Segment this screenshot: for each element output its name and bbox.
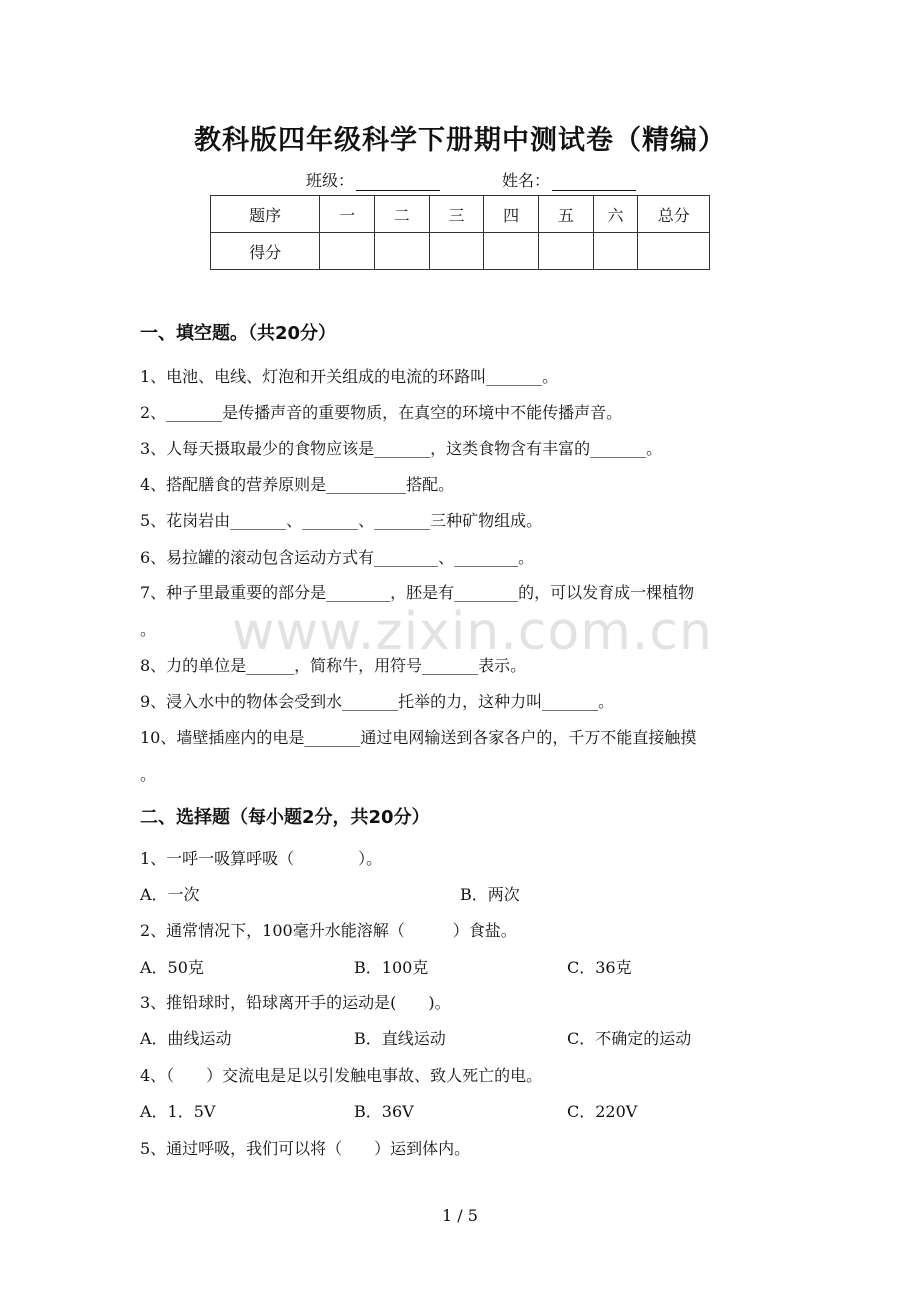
page-number: 1 / 5 bbox=[442, 1206, 478, 1225]
fill-question: 5、花岗岩由_______、_______、_______三种矿物组成。 bbox=[140, 511, 543, 530]
score-header-cell: 总分 bbox=[638, 196, 710, 233]
score-header-cell: 一 bbox=[320, 196, 375, 233]
score-cell bbox=[429, 233, 484, 270]
name-blank bbox=[552, 174, 636, 191]
score-table bbox=[210, 195, 710, 270]
choice-question: 5、通过呼吸，我们可以将（ ）运到体内。 bbox=[140, 1139, 471, 1158]
choice-option: B．直线运动 bbox=[354, 1029, 446, 1048]
exam-title: 教科版四年级科学下册期中测试卷（精编） bbox=[194, 125, 726, 156]
section2-heading: 二、选择题（每小题2分，共20分） bbox=[140, 807, 430, 828]
fill-question: 2、_______是传播声音的重要物质，在真空的环境中不能传播声音。 bbox=[140, 403, 623, 422]
score-header-cell: 六 bbox=[593, 196, 638, 233]
class-label: 班级： bbox=[306, 171, 355, 190]
score-cell bbox=[593, 233, 638, 270]
score-header-cell: 四 bbox=[484, 196, 539, 233]
fill-question-continuation: 。 bbox=[140, 765, 157, 784]
choice-question: 1、一呼一吸算呼吸（ ）。 bbox=[140, 849, 383, 868]
score-cell bbox=[538, 233, 593, 270]
class-blank bbox=[356, 174, 440, 191]
choice-option: C．36克 bbox=[567, 958, 632, 977]
choice-option: B．两次 bbox=[460, 885, 520, 904]
choice-option: B．100克 bbox=[354, 958, 429, 977]
watermark: www.zixin.com.cn bbox=[232, 602, 713, 662]
score-header-cell: 题序 bbox=[211, 196, 320, 233]
score-cell bbox=[484, 233, 539, 270]
score-table-score-row bbox=[211, 233, 710, 270]
score-row-label: 得分 bbox=[211, 233, 320, 270]
fill-question: 4、搭配膳食的营养原则是__________搭配。 bbox=[140, 475, 455, 494]
section1-heading: 一、填空题。（共20分） bbox=[140, 323, 337, 344]
fill-question: 1、电池、电线、灯泡和开关组成的电流的环路叫_______。 bbox=[140, 367, 559, 386]
name-field bbox=[502, 168, 636, 191]
score-header-cell: 五 bbox=[538, 196, 593, 233]
choice-question: 4、（ ）交流电是足以引发触电事故、致人死亡的电。 bbox=[140, 1066, 543, 1085]
fill-question: 10、墙壁插座内的电是_______通过电网输送到各家各户的，千万不能直接触摸 bbox=[140, 728, 697, 747]
score-cell bbox=[320, 233, 375, 270]
fill-question: 6、易拉罐的滚动包含运动方式有________、________。 bbox=[140, 548, 535, 567]
score-table-header-row bbox=[211, 196, 710, 233]
fill-question: 8、力的单位是______，简称牛，用符号_______表示。 bbox=[140, 656, 527, 675]
choice-option: A．一次 bbox=[140, 885, 200, 904]
fill-question: 7、种子里最重要的部分是________，胚是有________的，可以发育成一棵植物 bbox=[140, 583, 695, 602]
choice-question: 2、通常情况下，100毫升水能溶解（ ）食盐。 bbox=[140, 921, 517, 940]
choice-option: C．不确定的运动 bbox=[567, 1029, 692, 1048]
choice-option: A．50克 bbox=[140, 958, 204, 977]
score-header-cell: 二 bbox=[374, 196, 429, 233]
class-field bbox=[306, 168, 440, 191]
score-header-cell: 三 bbox=[429, 196, 484, 233]
fill-question: 3、人每天摄取最少的食物应该是_______，这类食物含有丰富的_______。 bbox=[140, 439, 663, 458]
name-label: 姓名： bbox=[502, 171, 551, 190]
fill-question-continuation: 。 bbox=[140, 620, 157, 639]
choice-option: A．曲线运动 bbox=[140, 1029, 232, 1048]
choice-option: A．1．5V bbox=[140, 1102, 216, 1121]
choice-question: 3、推铅球时，铅球离开手的运动是( )。 bbox=[140, 993, 451, 1012]
score-cell bbox=[638, 233, 710, 270]
score-cell bbox=[374, 233, 429, 270]
choice-option: C．220V bbox=[567, 1102, 638, 1121]
fill-question: 9、浸入水中的物体会受到水_______托举的力，这种力叫_______。 bbox=[140, 692, 615, 711]
choice-option: B．36V bbox=[354, 1102, 414, 1121]
